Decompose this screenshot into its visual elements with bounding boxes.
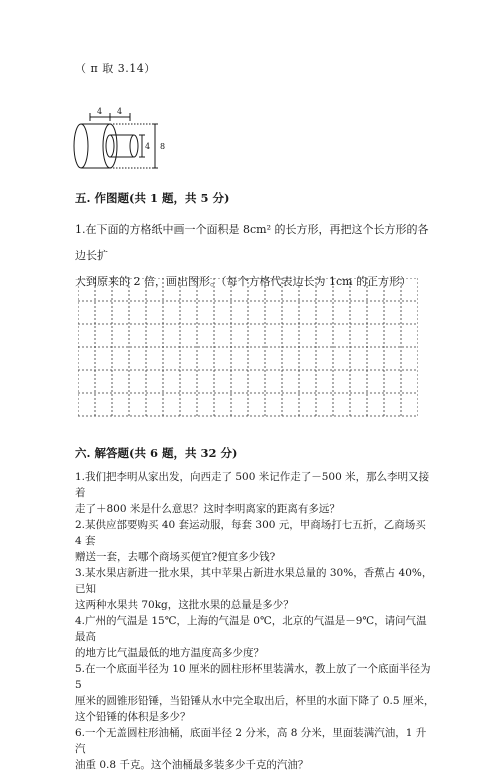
problem-line: 6.一个无盖圆柱形油桶，底面半径 2 分米，高 8 分米，里面装满汽油，1 升汽 xyxy=(75,727,427,755)
problem-line: 的地方比气温最低的地方温度高多少度？ xyxy=(75,647,264,659)
problem-line: 走了＋800 米是什么意思？这时李明离家的距离有多远？ xyxy=(75,503,340,515)
dim-label-inner-height: 4 xyxy=(145,142,151,151)
problem-line: 厘米的圆锥形铅锤，当铅锤从水中完全取出后，杯里的水面下降了 0.5 厘米， xyxy=(75,695,435,707)
problem-line: 油重 0.8 千克。这个油桶最多装多少千克的汽油？ xyxy=(75,759,309,771)
problem-list xyxy=(75,469,435,773)
dim-label-outer-height: 8 xyxy=(160,142,166,151)
section-5-heading: 五. 作图题(共 1 题，共 5 分) xyxy=(75,191,230,205)
question-line-2: 大到原来的 2 倍，画出图形。（每个方格代表边长为 1cm 的正方形） xyxy=(75,275,412,288)
question-line-1: 1.在下面的方格纸中画一个面积是 8cm² 的长方形，再把这个长方形的各边长扩 xyxy=(75,223,429,262)
problem-line: 这两种水果共 70kg，这批水果的总量是多少？ xyxy=(75,599,294,611)
problem-line: 4.广州的气温是 15℃，上海的气温是 0℃，北京的气温是－9℃，请问气温最高 xyxy=(75,615,427,643)
dim-label-top-right: 4 xyxy=(117,107,123,116)
problem-line: 2.某供应部要购买 40 套运动服，每套 300 元，甲商场打七五折，乙商场买 4 套 xyxy=(75,519,426,547)
problem-line: 5.在一个底面半径为 10 厘米的圆柱形杯里装满水，教上放了一个底面半径为 5 xyxy=(75,663,431,691)
problem-line: 这个铅锤的体积是多少？ xyxy=(75,711,191,723)
cylinder-figure xyxy=(72,104,172,188)
section-6-heading: 六. 解答题(共 6 题，共 32 分) xyxy=(75,446,238,460)
dim-label-top-left: 4 xyxy=(97,107,103,116)
problem-line: 3.某水果店新进一批水果，其中苹果占新进水果总量的 30%，香蕉占 40%，已知 xyxy=(75,567,433,595)
problem-line: 赠送一套，去哪个商场买便宜?便宜多少钱? xyxy=(75,551,276,563)
square-grid[interactable] xyxy=(78,278,418,424)
problem-line: 1.我们把李明从家出发，向西走了 500 米记作走了－500 米，那么李明又接着 xyxy=(75,471,430,499)
pi-note: （ π 取 3.14） xyxy=(75,62,156,75)
